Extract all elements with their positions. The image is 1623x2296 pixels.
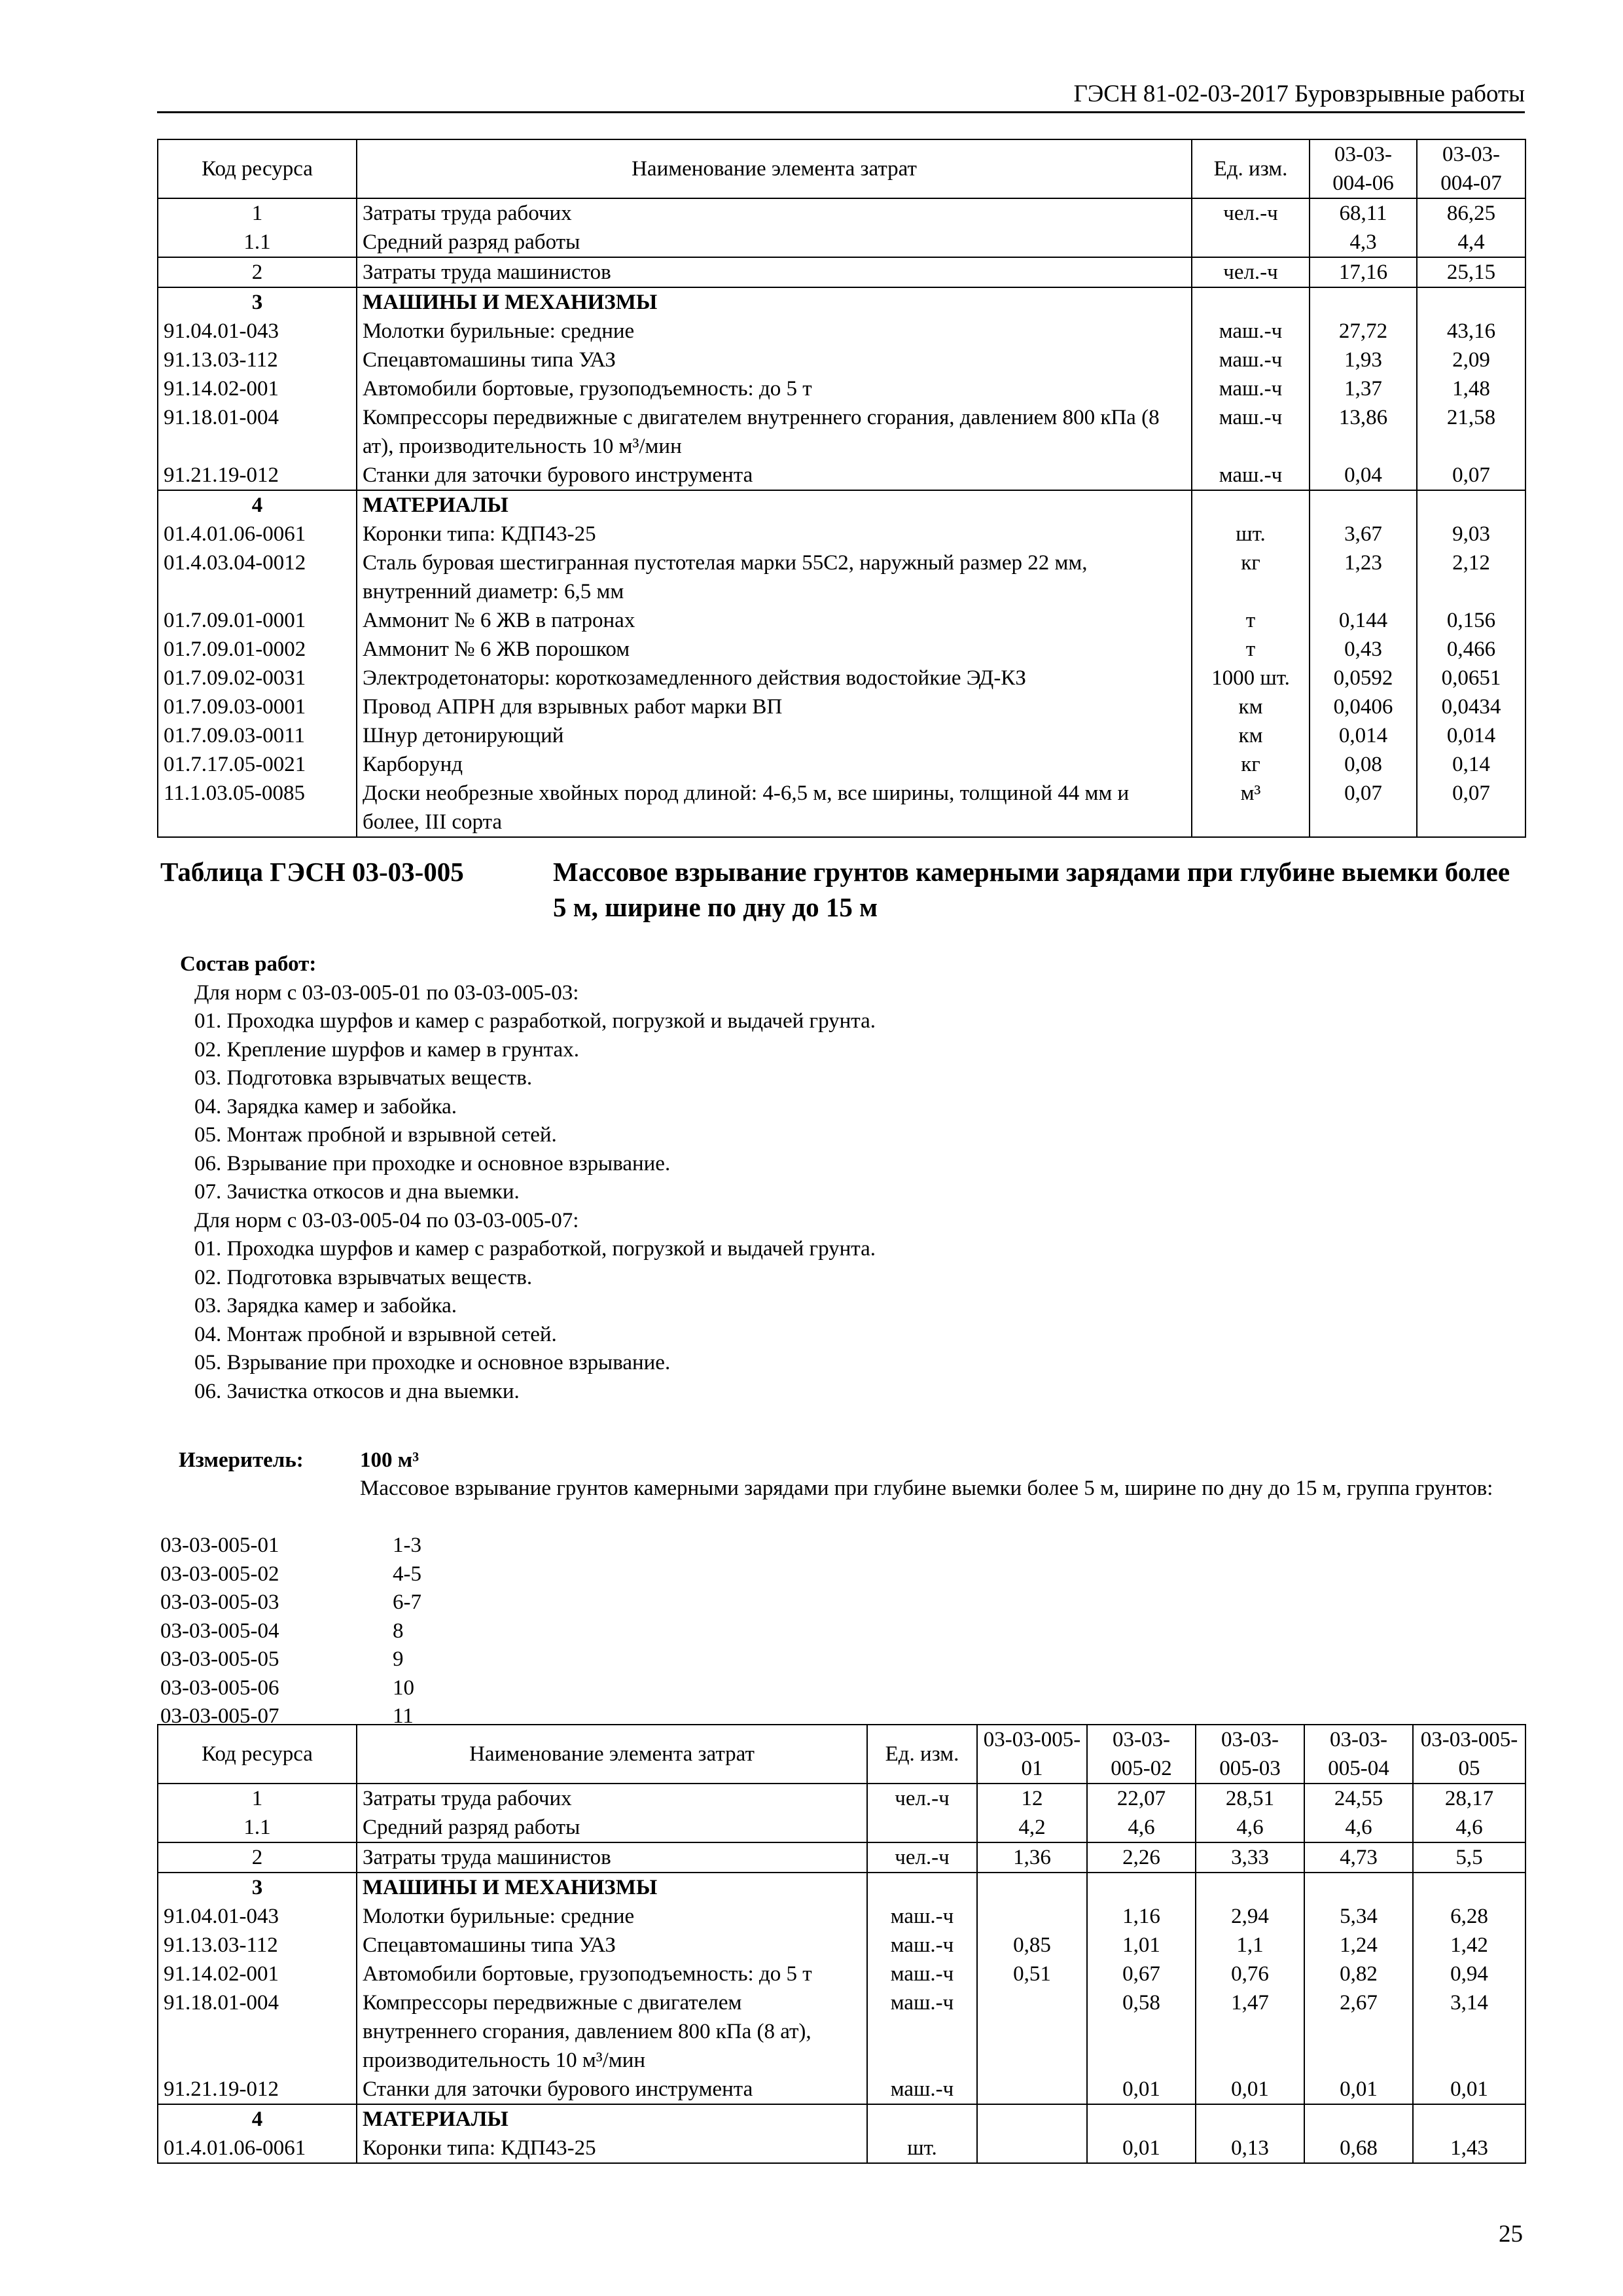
column-header: 03-03-005-04 xyxy=(1304,1725,1413,1784)
norm-value: 1,48 xyxy=(1417,374,1525,403)
resource-name: Коронки типа: КДП43-25 xyxy=(357,520,1192,548)
norm-value xyxy=(1304,2104,1413,2134)
table-row xyxy=(158,317,1525,346)
norm-value: 2,67 xyxy=(1304,1988,1413,2075)
norm-value: 0,85 xyxy=(977,1931,1087,1960)
column-header: 03-03-004-07 xyxy=(1417,139,1525,198)
norm-code: 03-03-005-07 xyxy=(160,1704,279,1728)
resource-table-005 xyxy=(157,1724,1526,2164)
composition-line: 05. Взрывание при проходке и основное взрывание. xyxy=(194,1351,671,1374)
resource-code: 01.7.09.02-0031 xyxy=(158,664,357,692)
composition-line: 03. Зарядка камер и забойка. xyxy=(194,1294,457,1318)
resource-name: Молотки бурильные: средние xyxy=(357,317,1192,346)
norm-value xyxy=(1413,2104,1525,2134)
norm-value: 1,36 xyxy=(977,1842,1087,1873)
norm-value: 0,14 xyxy=(1417,750,1525,779)
norm-value: 0,0406 xyxy=(1310,692,1417,721)
resource-code: 01.7.09.01-0001 xyxy=(158,606,357,635)
norm-value: 1,47 xyxy=(1196,1988,1304,2075)
table-row xyxy=(158,606,1525,635)
resource-code: 3 xyxy=(158,287,357,317)
resource-name: МАТЕРИАЛЫ xyxy=(357,490,1192,520)
norm-code: 03-03-005-04 xyxy=(160,1619,279,1643)
resource-unit: км xyxy=(1192,721,1310,750)
table-row xyxy=(158,750,1525,779)
norm-value: 25,15 xyxy=(1417,257,1525,287)
table-row xyxy=(158,228,1525,257)
table-row xyxy=(158,374,1525,403)
norm-value: 0,156 xyxy=(1417,606,1525,635)
norm-value: 0,014 xyxy=(1310,721,1417,750)
norm-value: 0,07 xyxy=(1310,779,1417,837)
resource-name: Спецавтомашины типа УАЗ xyxy=(357,346,1192,374)
resource-unit: кг xyxy=(1192,750,1310,779)
norm-value: 1,24 xyxy=(1304,1931,1413,1960)
column-header: 03-03-005-01 xyxy=(977,1725,1087,1784)
norm-value: 4,4 xyxy=(1417,228,1525,257)
norm-value: 24,55 xyxy=(1304,1784,1413,1813)
resource-code: 91.18.01-004 xyxy=(158,1988,357,2075)
column-header: 03-03-005-03 xyxy=(1196,1725,1304,1784)
resource-name: Автомобили бортовые, грузоподъемность: до 5 т xyxy=(357,1960,867,1988)
resource-unit: маш.-ч xyxy=(867,1902,977,1931)
table-row xyxy=(158,692,1525,721)
resource-unit: чел.-ч xyxy=(1192,257,1310,287)
resource-name: Молотки бурильные: средние xyxy=(357,1902,867,1931)
column-header: Ед. изм. xyxy=(867,1725,977,1784)
norm-value: 1,16 xyxy=(1087,1902,1196,1931)
norm-value: 0,0434 xyxy=(1417,692,1525,721)
soil-group: 9 xyxy=(393,1647,404,1671)
table-caption-title: Массовое взрывание грунтов камерными зарядами при глубине выемки более 5 м, ширине по дну до 15 м xyxy=(553,857,1510,922)
norm-value: 0,51 xyxy=(977,1960,1087,1988)
norm-value: 1,93 xyxy=(1310,346,1417,374)
resource-unit: 1000 шт. xyxy=(1192,664,1310,692)
norm-value: 0,01 xyxy=(1087,2134,1196,2163)
norm-value: 17,16 xyxy=(1310,257,1417,287)
norm-value: 0,43 xyxy=(1310,635,1417,664)
soil-group: 1-3 xyxy=(393,1534,421,1557)
table-row xyxy=(158,1902,1525,1931)
column-header: 03-03-005-05 xyxy=(1413,1725,1525,1784)
meter-label: Измеритель: xyxy=(179,1448,304,1472)
resource-unit: шт. xyxy=(1192,520,1310,548)
norm-value: 1,37 xyxy=(1310,374,1417,403)
resource-code: 4 xyxy=(158,2104,357,2134)
table-row xyxy=(158,1813,1525,1842)
section-row xyxy=(158,287,1525,317)
resource-code: 91.18.01-004 xyxy=(158,403,357,461)
resource-code: 1 xyxy=(158,1784,357,1813)
resource-name: МАТЕРИАЛЫ xyxy=(357,2104,867,2134)
composition-heading: Состав работ: xyxy=(180,952,317,976)
norm-value: 5,34 xyxy=(1304,1902,1413,1931)
resource-code: 91.13.03-112 xyxy=(158,1931,357,1960)
resource-code: 01.4.03.04-0012 xyxy=(158,548,357,606)
norm-value: 27,72 xyxy=(1310,317,1417,346)
norm-value: 0,01 xyxy=(1087,2075,1196,2104)
resource-code: 01.7.09.01-0002 xyxy=(158,635,357,664)
norm-value xyxy=(977,1988,1087,2075)
norm-value: 2,12 xyxy=(1417,548,1525,606)
norm-value xyxy=(1304,1873,1413,1902)
column-header: Код ресурса xyxy=(158,139,357,198)
norm-value: 0,76 xyxy=(1196,1960,1304,1988)
resource-code: 91.14.02-001 xyxy=(158,374,357,403)
norm-value: 1,01 xyxy=(1087,1931,1196,1960)
resource-code: 01.7.17.05-0021 xyxy=(158,750,357,779)
soil-group: 6-7 xyxy=(393,1590,421,1614)
resource-name: Компрессоры передвижные с двигателем внутреннего сгорания, давлением 800 кПа (8 ат), производительность 10 м³/мин xyxy=(357,403,1192,461)
norm-value: 0,08 xyxy=(1310,750,1417,779)
norm-code-list xyxy=(160,1532,421,1731)
norm-code: 03-03-005-02 xyxy=(160,1562,279,1586)
norm-value: 22,07 xyxy=(1087,1784,1196,1813)
section-row xyxy=(158,1873,1525,1902)
norm-value: 0,466 xyxy=(1417,635,1525,664)
composition-line: 03. Подготовка взрывчатых веществ. xyxy=(194,1066,533,1090)
norm-code-row xyxy=(160,1645,404,1674)
resource-name: Станки для заточки бурового инструмента xyxy=(357,461,1192,490)
resource-code: 91.04.01-043 xyxy=(158,1902,357,1931)
norm-value: 0,04 xyxy=(1310,461,1417,490)
resource-unit: маш.-ч xyxy=(867,1960,977,1988)
resource-code: 2 xyxy=(158,1842,357,1873)
resource-name: МАШИНЫ И МЕХАНИЗМЫ xyxy=(357,1873,867,1902)
resource-unit: кг xyxy=(1192,548,1310,606)
norm-code-row xyxy=(160,1588,421,1617)
norm-value xyxy=(977,2075,1087,2104)
norm-value: 3,33 xyxy=(1196,1842,1304,1873)
norm-value xyxy=(1417,490,1525,520)
norm-value xyxy=(977,1902,1087,1931)
norm-value: 86,25 xyxy=(1417,198,1525,228)
resource-name: Станки для заточки бурового инструмента xyxy=(357,2075,867,2104)
resource-unit: маш.-ч xyxy=(1192,461,1310,490)
norm-value xyxy=(977,2134,1087,2163)
resource-unit: маш.-ч xyxy=(1192,403,1310,461)
table-row xyxy=(158,403,1525,461)
norm-value: 4,3 xyxy=(1310,228,1417,257)
resource-name: Электродетонаторы: короткозамедленного действия водостойкие ЭД-КЗ xyxy=(357,664,1192,692)
norm-code-row xyxy=(160,1560,421,1589)
resource-unit: маш.-ч xyxy=(1192,374,1310,403)
norm-value: 0,01 xyxy=(1196,2075,1304,2104)
norm-value: 0,58 xyxy=(1087,1988,1196,2075)
norm-code: 03-03-005-06 xyxy=(160,1676,279,1700)
section-row xyxy=(158,490,1525,520)
norm-value: 0,94 xyxy=(1413,1960,1525,1988)
norm-value: 13,86 xyxy=(1310,403,1417,461)
norm-value: 3,67 xyxy=(1310,520,1417,548)
column-header: 03-03-004-06 xyxy=(1310,139,1417,198)
norm-code-row xyxy=(160,1532,421,1560)
resource-code: 4 xyxy=(158,490,357,520)
resource-unit xyxy=(867,1813,977,1842)
table-header-row xyxy=(158,1725,1525,1784)
norm-value: 0,01 xyxy=(1304,2075,1413,2104)
table-row xyxy=(158,1988,1525,2075)
composition-line: 04. Зарядка камер и забойка. xyxy=(194,1094,457,1119)
resource-table-004 xyxy=(157,139,1526,838)
norm-value: 1,42 xyxy=(1413,1931,1525,1960)
table-row xyxy=(158,548,1525,606)
norm-code: 03-03-005-03 xyxy=(160,1590,279,1614)
resource-name: Средний разряд работы xyxy=(357,1813,867,1842)
norm-value: 0,0651 xyxy=(1417,664,1525,692)
resource-unit: км xyxy=(1192,692,1310,721)
table-row xyxy=(158,721,1525,750)
resource-code: 1 xyxy=(158,198,357,228)
composition-line: 02. Крепление шурфов и камер в грунтах. xyxy=(194,1037,579,1062)
norm-value: 0,0592 xyxy=(1310,664,1417,692)
norm-value: 0,07 xyxy=(1417,779,1525,837)
composition-line: 01. Проходка шурфов и камер с разработкой, погрузкой и выдачей грунта. xyxy=(194,1237,876,1261)
norm-value: 1,1 xyxy=(1196,1931,1304,1960)
resource-code: 1.1 xyxy=(158,1813,357,1842)
composition-line: 01. Проходка шурфов и камер с разработкой, погрузкой и выдачей грунта. xyxy=(194,1009,876,1033)
column-header: Код ресурса xyxy=(158,1725,357,1784)
resource-code: 91.14.02-001 xyxy=(158,1960,357,1988)
norm-value: 0,144 xyxy=(1310,606,1417,635)
norm-value: 1,23 xyxy=(1310,548,1417,606)
norm-value: 0,13 xyxy=(1196,2134,1304,2163)
resource-unit: чел.-ч xyxy=(867,1842,977,1873)
norm-value: 4,6 xyxy=(1413,1813,1525,1842)
norm-value xyxy=(1196,2104,1304,2134)
resource-unit: маш.-ч xyxy=(867,1988,977,2075)
norm-value: 2,09 xyxy=(1417,346,1525,374)
table-row xyxy=(158,1960,1525,1988)
soil-group: 4-5 xyxy=(393,1562,421,1586)
norm-value xyxy=(1310,287,1417,317)
norm-value xyxy=(1417,287,1525,317)
table-row xyxy=(158,2134,1525,2163)
norm-value: 2,94 xyxy=(1196,1902,1304,1931)
table-row xyxy=(158,461,1525,490)
norm-code: 03-03-005-01 xyxy=(160,1534,279,1557)
composition-line: 02. Подготовка взрывчатых веществ. xyxy=(194,1265,533,1289)
norm-value: 2,26 xyxy=(1087,1842,1196,1873)
resource-code: 91.13.03-112 xyxy=(158,346,357,374)
norm-value: 4,2 xyxy=(977,1813,1087,1842)
soil-group: 11 xyxy=(393,1704,414,1728)
table-header-row xyxy=(158,139,1525,198)
section-row xyxy=(158,2104,1525,2134)
norm-value: 0,07 xyxy=(1417,461,1525,490)
norm-value: 0,01 xyxy=(1413,2075,1525,2104)
table-row xyxy=(158,635,1525,664)
resource-name: Доски необрезные хвойных пород длиной: 4-6,5 м, все ширины, толщиной 44 мм и более, III сорта xyxy=(357,779,1192,837)
soil-group: 10 xyxy=(393,1676,414,1700)
resource-name: Компрессоры передвижные с двигателем внутреннего сгорания, давлением 800 кПа (8 ат), производительность 10 м³/мин xyxy=(357,1988,867,2075)
resource-code: 91.04.01-043 xyxy=(158,317,357,346)
table-row xyxy=(158,1784,1525,1813)
resource-unit xyxy=(1192,490,1310,520)
table-row xyxy=(158,1842,1525,1873)
soil-group: 8 xyxy=(393,1619,404,1643)
norm-code-row xyxy=(160,1674,414,1703)
resource-name: Коронки типа: КДП43-25 xyxy=(357,2134,867,2163)
norm-value: 12 xyxy=(977,1784,1087,1813)
resource-code: 91.21.19-012 xyxy=(158,2075,357,2104)
resource-unit: чел.-ч xyxy=(1192,198,1310,228)
column-header: Наименование элемента затрат xyxy=(357,139,1192,198)
norm-value: 0,67 xyxy=(1087,1960,1196,1988)
table-row xyxy=(158,346,1525,374)
resource-unit xyxy=(1192,287,1310,317)
resource-unit: маш.-ч xyxy=(1192,346,1310,374)
table-row xyxy=(158,520,1525,548)
resource-unit: т xyxy=(1192,606,1310,635)
composition-line: Для норм с 03-03-005-04 по 03-03-005-07: xyxy=(194,1208,579,1232)
norm-code-row xyxy=(160,1617,404,1646)
resource-name: Затраты труда рабочих xyxy=(357,198,1192,228)
norm-value xyxy=(1087,2104,1196,2134)
norm-value: 6,28 xyxy=(1413,1902,1525,1931)
resource-code: 01.7.09.03-0001 xyxy=(158,692,357,721)
resource-name: Спецавтомашины типа УАЗ xyxy=(357,1931,867,1960)
resource-unit: маш.-ч xyxy=(867,1931,977,1960)
resource-name: МАШИНЫ И МЕХАНИЗМЫ xyxy=(357,287,1192,317)
norm-value: 4,6 xyxy=(1304,1813,1413,1842)
resource-code: 3 xyxy=(158,1873,357,1902)
resource-code: 11.1.03.05-0085 xyxy=(158,779,357,837)
norm-value: 21,58 xyxy=(1417,403,1525,461)
composition-line: Для норм с 03-03-005-01 по 03-03-005-03: xyxy=(194,980,579,1005)
running-header: ГЭСН 81-02-03-2017 Буровзрывные работы xyxy=(157,77,1525,113)
norm-value: 68,11 xyxy=(1310,198,1417,228)
resource-code: 91.21.19-012 xyxy=(158,461,357,490)
norm-value: 9,03 xyxy=(1417,520,1525,548)
resource-name: Затраты труда рабочих xyxy=(357,1784,867,1813)
norm-value: 4,6 xyxy=(1196,1813,1304,1842)
resource-unit: т xyxy=(1192,635,1310,664)
norm-value: 4,6 xyxy=(1087,1813,1196,1842)
resource-code: 01.4.01.06-0061 xyxy=(158,2134,357,2163)
resource-unit: маш.-ч xyxy=(867,2075,977,2104)
composition-line: 06. Взрывание при проходке и основное взрывание. xyxy=(194,1151,671,1175)
table-row xyxy=(158,779,1525,837)
resource-name: Средний разряд работы xyxy=(357,228,1192,257)
norm-value: 0,014 xyxy=(1417,721,1525,750)
resource-unit: чел.-ч xyxy=(867,1784,977,1813)
resource-name: Карборунд xyxy=(357,750,1192,779)
composition-line: 07. Зачистка откосов и дна выемки. xyxy=(194,1180,520,1204)
norm-value: 1,43 xyxy=(1413,2134,1525,2163)
norm-value xyxy=(1413,1873,1525,1902)
norm-code: 03-03-005-05 xyxy=(160,1647,279,1671)
resource-code: 1.1 xyxy=(158,228,357,257)
composition-line: 04. Монтаж пробной и взрывной сетей. xyxy=(194,1322,557,1346)
column-header: 03-03-005-02 xyxy=(1087,1725,1196,1784)
resource-name: Аммонит № 6 ЖВ порошком xyxy=(357,635,1192,664)
resource-unit: шт. xyxy=(867,2134,977,2163)
resource-name: Сталь буровая шестигранная пустотелая марки 55С2, наружный размер 22 мм, внутренний диаметр: 6,5 мм xyxy=(357,548,1192,606)
page-number: 25 xyxy=(1499,2221,1523,2248)
norm-value xyxy=(1087,1873,1196,1902)
table-row xyxy=(158,1931,1525,1960)
column-header: Ед. изм. xyxy=(1192,139,1310,198)
table-caption-label: Таблица ГЭСН 03-03-005 xyxy=(160,857,464,887)
norm-value: 0,82 xyxy=(1304,1960,1413,1988)
resource-unit xyxy=(1192,228,1310,257)
norm-value xyxy=(977,2104,1087,2134)
resource-unit: м³ xyxy=(1192,779,1310,837)
norm-value: 4,73 xyxy=(1304,1842,1413,1873)
resource-name: Затраты труда машинистов xyxy=(357,257,1192,287)
norm-value: 43,16 xyxy=(1417,317,1525,346)
resource-code: 2 xyxy=(158,257,357,287)
resource-code: 01.7.09.03-0011 xyxy=(158,721,357,750)
norm-value: 28,17 xyxy=(1413,1784,1525,1813)
resource-name: Шнур детонирующий xyxy=(357,721,1192,750)
column-header: Наименование элемента затрат xyxy=(357,1725,867,1784)
resource-name: Автомобили бортовые, грузоподъемность: до 5 т xyxy=(357,374,1192,403)
resource-name: Затраты труда машинистов xyxy=(357,1842,867,1873)
norm-value: 3,14 xyxy=(1413,1988,1525,2075)
table-row xyxy=(158,2075,1525,2104)
norm-value xyxy=(1196,1873,1304,1902)
norm-value xyxy=(977,1873,1087,1902)
meter-description: Массовое взрывание грунтов камерными зарядами при глубине выемки более 5 м, ширине по дну до 15 м, группа грунтов: xyxy=(360,1477,1493,1500)
table-row xyxy=(158,198,1525,228)
resource-unit xyxy=(867,2104,977,2134)
table-row xyxy=(158,664,1525,692)
resource-name: Аммонит № 6 ЖВ в патронах xyxy=(357,606,1192,635)
norm-value: 5,5 xyxy=(1413,1842,1525,1873)
norm-value xyxy=(1310,490,1417,520)
resource-name: Провод АПРН для взрывных работ марки ВП xyxy=(357,692,1192,721)
norm-value: 0,68 xyxy=(1304,2134,1413,2163)
resource-unit xyxy=(867,1873,977,1902)
work-composition xyxy=(180,950,876,1406)
resource-unit: маш.-ч xyxy=(1192,317,1310,346)
composition-line: 05. Монтаж пробной и взрывной сетей. xyxy=(194,1123,557,1147)
norm-value: 28,51 xyxy=(1196,1784,1304,1813)
resource-code: 01.4.01.06-0061 xyxy=(158,520,357,548)
composition-line: 06. Зачистка откосов и дна выемки. xyxy=(194,1379,520,1403)
meter-unit: 100 м³ xyxy=(360,1448,419,1472)
table-row xyxy=(158,257,1525,287)
